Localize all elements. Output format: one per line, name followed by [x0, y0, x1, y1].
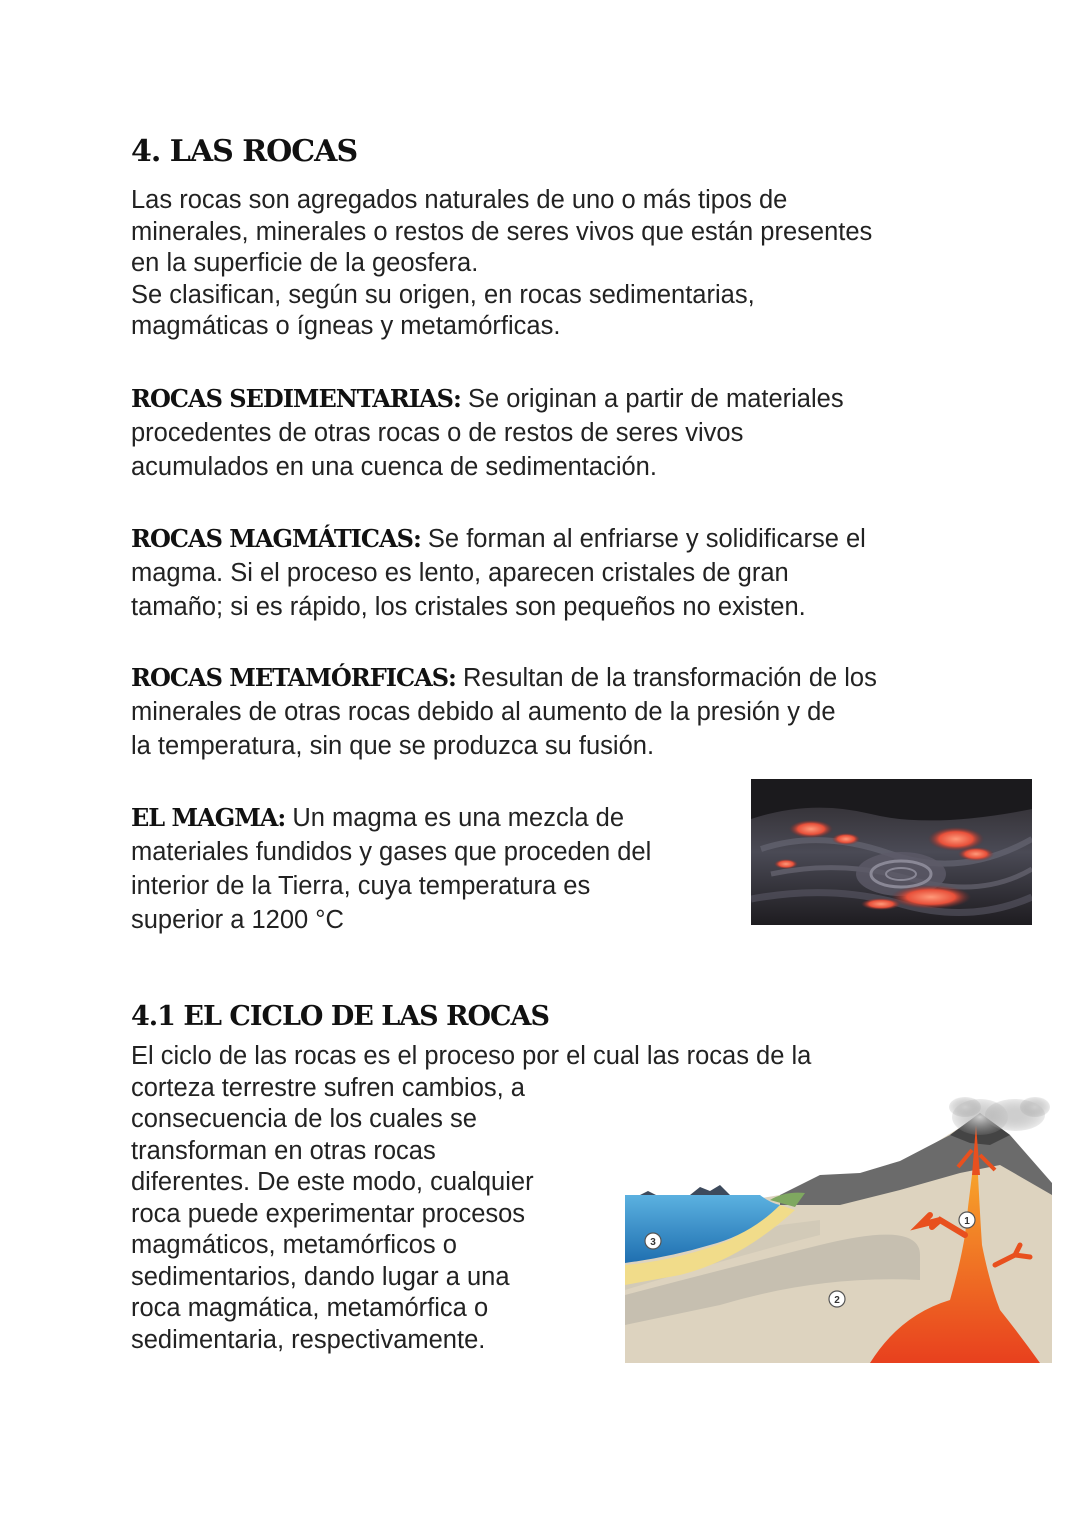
magma-line: materiales fundidos y gases que proceden del: [131, 838, 652, 866]
intro-line: magmáticas o ígneas y metamórficas.: [131, 312, 561, 340]
intro-line: Se clasifican, según su origen, en rocas sedimentarias,: [131, 280, 755, 309]
magmaticas-label: ROCAS MAGMÁTICAS:: [131, 524, 421, 553]
ciclo-line: roca magmática, metamórfica o: [131, 1294, 489, 1322]
marker-2-label: 2: [834, 1295, 840, 1306]
metamorficas-paragraph: [131, 661, 877, 763]
magmaticas-paragraph: [131, 522, 866, 624]
lava-photo: [751, 779, 1032, 925]
section-title: 4. LAS ROCAS: [131, 134, 358, 169]
marker-1-label: 1: [964, 1216, 970, 1227]
ciclo-line: diferentes. De este modo, cualquier: [131, 1168, 534, 1196]
subsection-title: 4.1 EL CICLO DE LAS ROCAS: [131, 1001, 549, 1032]
magmaticas-line: tamaño; si es rápido, los cristales son pequeños no existen.: [131, 593, 806, 621]
metamorficas-line: la temperatura, sin que se produzca su fusión.: [131, 732, 655, 760]
magma-paragraph: [131, 801, 651, 937]
magmaticas-first-line: Se forman al enfriarse y solidificarse el: [420, 525, 866, 553]
magma-line: superior a 1200 °C: [131, 906, 344, 934]
ciclo-line: corteza terrestre sufren cambios, a: [131, 1073, 525, 1102]
intro-paragraph: [131, 185, 872, 343]
intro-line: minerales, minerales o restos de seres vivos que están presentes: [131, 217, 873, 246]
magma-label: EL MAGMA:: [131, 803, 286, 832]
metamorficas-label: ROCAS METAMÓRFICAS:: [131, 663, 456, 692]
marker-3-label: 3: [650, 1237, 656, 1248]
metamorficas-line: minerales de otras rocas debido al aumento de la presión y de: [131, 698, 836, 726]
ciclo-line: sedimentarios, dando lugar a una: [131, 1262, 510, 1291]
rock-cycle-diagram: [620, 1095, 1052, 1365]
ciclo-line: El ciclo de las rocas es el proceso por el cual las rocas de la: [131, 1042, 812, 1070]
marker-1: [959, 1212, 975, 1228]
ciclo-line: sedimentaria, respectivamente.: [131, 1325, 486, 1354]
metamorficas-first-line: Resultan de la transformación de los: [455, 664, 877, 692]
ciclo-line: roca puede experimentar procesos: [131, 1199, 526, 1228]
sedimentarias-first-line: Se originan a partir de materiales: [460, 385, 844, 413]
sedimentarias-line: acumulados en una cuenca de sedimentación.: [131, 453, 657, 481]
intro-line: Las rocas son agregados naturales de uno o más tipos de: [131, 186, 788, 214]
magmaticas-line: magma. Si el proceso es lento, aparecen cristales de gran: [131, 559, 789, 587]
sedimentarias-label: ROCAS SEDIMENTARIAS:: [131, 384, 461, 413]
sedimentarias-line: procedentes de otras rocas o de restos de seres vivos: [131, 419, 744, 447]
ciclo-line: transforman en otras rocas: [131, 1136, 436, 1165]
ciclo-line: magmáticos, metamórficos o: [131, 1231, 457, 1259]
intro-line: en la superficie de la geosfera.: [131, 249, 479, 277]
marker-2: [829, 1291, 845, 1307]
ciclo-line: consecuencia de los cuales se: [131, 1105, 477, 1133]
magma-line: interior de la Tierra, cuya temperatura es: [131, 872, 591, 900]
magma-first-line: Un magma es una mezcla de: [285, 804, 625, 832]
marker-3: [645, 1233, 661, 1249]
sedimentarias-paragraph: [131, 382, 844, 484]
